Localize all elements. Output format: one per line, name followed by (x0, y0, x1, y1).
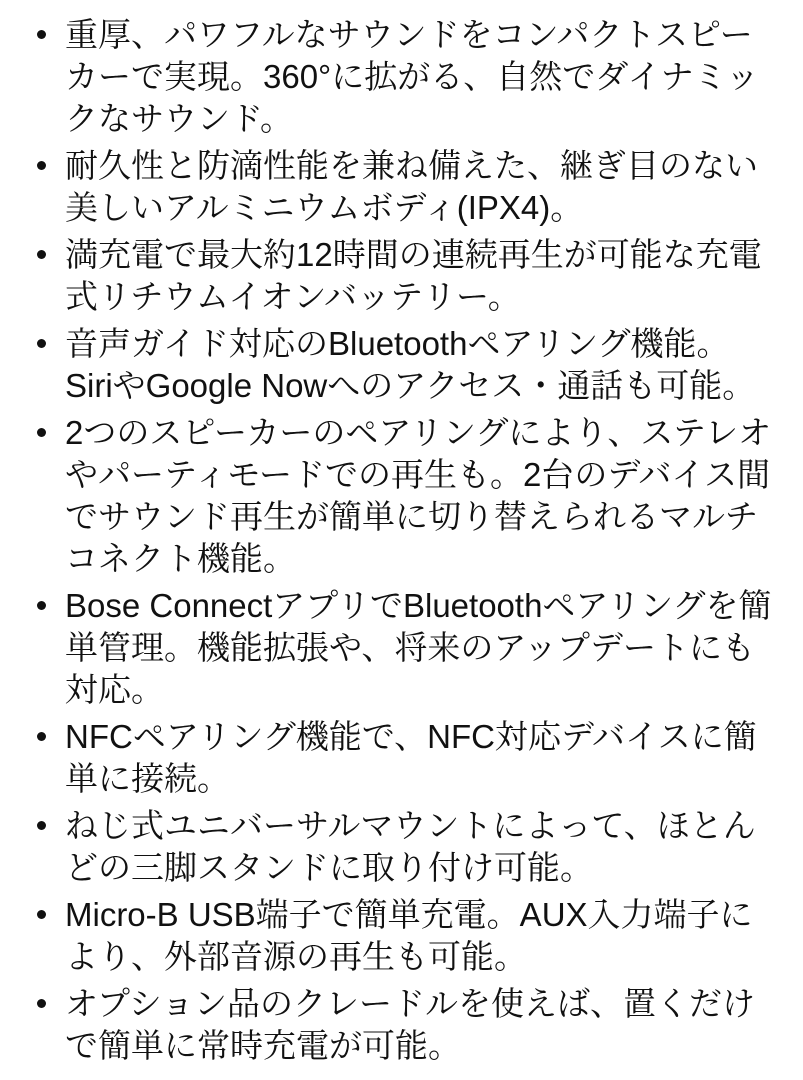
bullet-marker-icon (37, 250, 46, 259)
feature-bullet-item (65, 894, 775, 978)
feature-bullet-text: 2つのスピーカーのペアリングにより、ステレオやパーティモードでの再生も。2台のデバイス間でサウンド再生が簡単に切り替えられるマルチコネクト機能。 (65, 414, 772, 577)
feature-bullet-item (65, 805, 775, 889)
feature-bullet-item (65, 716, 775, 800)
bullet-marker-icon (37, 30, 46, 39)
feature-bullet-text: 耐久性と防滴性能を兼ね備えた、継ぎ目のない美しいアルミニウムボディ(IPX4)。 (65, 147, 758, 226)
bullet-marker-icon (37, 339, 46, 348)
bullet-marker-icon (37, 428, 46, 437)
feature-bullet-text: Micro-B USB端子で簡単充電。AUX入力端子により、外部音源の再生も可能。 (65, 896, 753, 975)
feature-bullet-text: 重厚、パワフルなサウンドをコンパクトスピーカーで実現。360°に拡がる、自然でダイナミックなサウンド。 (65, 16, 759, 137)
bullet-marker-icon (37, 999, 46, 1008)
feature-bullet-text: NFCペアリング機能で、NFC対応デバイスに簡単に接続。 (65, 718, 757, 797)
bullet-marker-icon (37, 821, 46, 830)
feature-bullet-text: 満充電で最大約12時間の連続再生が可能な充電式リチウムイオンバッテリー。 (65, 236, 762, 315)
feature-bullet-item (65, 145, 775, 229)
feature-bullet-item (65, 323, 775, 407)
feature-bullet-item (65, 585, 775, 711)
bullet-marker-icon (37, 601, 46, 610)
bullet-marker-icon (37, 910, 46, 919)
feature-bullet-text: Bose ConnectアプリでBluetoothペアリングを簡単管理。機能拡張や、将来のアップデートにも対応。 (65, 587, 772, 708)
bullet-marker-icon (37, 732, 46, 741)
feature-bullet-item (65, 983, 775, 1067)
feature-bullet-text: 音声ガイド対応のBluetoothペアリング機能。SiriやGoogle Nowへのアクセス・通話も可能。 (65, 325, 756, 404)
feature-bullet-item (65, 14, 775, 140)
feature-bullet-item (65, 234, 775, 318)
feature-bullet-text: ねじ式ユニバーサルマウントによって、ほとんどの三脚スタンドに取り付け可能。 (65, 807, 756, 886)
feature-bullet-text: オプション品のクレードルを使えば、置くだけで簡単に常時充電が可能。 (65, 985, 756, 1064)
bullet-marker-icon (37, 161, 46, 170)
feature-bullet-item (65, 412, 775, 580)
